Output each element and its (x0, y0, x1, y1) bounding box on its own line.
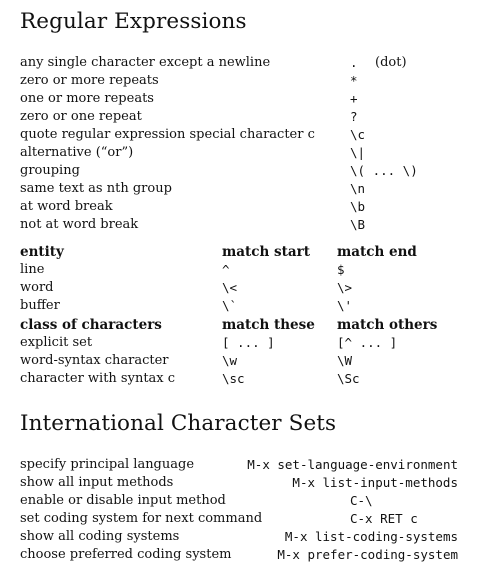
section-title-regular-expressions: Regular Expressions (20, 9, 247, 34)
intl-row (0, 528, 480, 546)
regex-row-description: zero or more repeats (20, 73, 159, 88)
intl-row-command: M-x list-coding-systems (284, 529, 458, 544)
regex-row-description: one or more repeats (20, 91, 154, 106)
intl-row-command: C-x RET c (350, 511, 418, 526)
header-match-start: match start (222, 244, 310, 260)
regex-row-code: \n (350, 181, 366, 196)
class-row-label: explicit set (20, 335, 93, 350)
regex-row-code: . (350, 55, 358, 70)
regex-row-code: * (350, 73, 358, 88)
match-row-start: \` (222, 298, 238, 313)
class-row-others: \Sc (337, 371, 360, 386)
match-table-header (0, 243, 480, 261)
intl-row-description: show all input methods (20, 475, 174, 490)
match-row-start: ^ (222, 262, 230, 277)
header-match-these: match these (222, 317, 315, 333)
intl-row-command: C-\ (350, 493, 373, 508)
intl-row-command: M-x list-input-methods (292, 475, 458, 490)
regex-row (0, 126, 480, 144)
match-row-end: $ (337, 262, 345, 277)
section-title-international-character-sets: International Character Sets (20, 411, 337, 436)
intl-row (0, 474, 480, 492)
regex-row-description: any single character except a newline (20, 55, 271, 70)
class-row-these: \w (222, 353, 238, 368)
intl-row (0, 492, 480, 510)
regex-row-description: not at word break (20, 217, 139, 232)
match-row (0, 297, 480, 315)
regex-row (0, 54, 480, 72)
class-row-label: character with syntax c (20, 371, 176, 386)
intl-row-description: choose preferred coding system (20, 547, 232, 562)
regex-row-note: (dot) (375, 55, 407, 70)
regex-row-description: same text as nth group (20, 181, 172, 196)
regex-row (0, 216, 480, 234)
regex-row-code: \c (350, 127, 366, 142)
header-match-others: match others (337, 317, 438, 333)
match-row-label: line (20, 262, 45, 277)
match-row-label: word (20, 280, 54, 295)
regex-row (0, 198, 480, 216)
header-match-end: match end (337, 244, 417, 260)
header-entity: entity (20, 244, 64, 260)
regex-row (0, 144, 480, 162)
regex-row (0, 72, 480, 90)
regex-row-code: \B (350, 217, 366, 232)
regex-row-code: \| (350, 145, 366, 160)
class-row-label: word-syntax character (20, 353, 169, 368)
class-table-header (0, 316, 480, 334)
match-row-label: buffer (20, 298, 60, 313)
class-row-others: [^ ... ] (337, 335, 398, 350)
intl-row (0, 456, 480, 474)
intl-row (0, 546, 480, 564)
intl-row-description: enable or disable input method (20, 493, 226, 508)
class-row-others: \W (337, 353, 353, 368)
class-row (0, 370, 480, 388)
intl-row-description: set coding system for next command (20, 511, 263, 526)
intl-row (0, 510, 480, 528)
intl-row-description: specify principal language (20, 457, 195, 472)
regex-row-description: grouping (20, 163, 80, 178)
class-row-these: \sc (222, 371, 245, 386)
regex-row-code: ? (350, 109, 358, 124)
regex-row (0, 108, 480, 126)
class-row-these: [ ... ] (222, 335, 275, 350)
match-row (0, 261, 480, 279)
match-row-end: \' (337, 298, 353, 313)
regex-row-description: alternative (“or”) (20, 145, 134, 160)
class-row (0, 352, 480, 370)
regex-row-description: zero or one repeat (20, 109, 142, 124)
regex-row-code: \b (350, 199, 366, 214)
intl-row-command: M-x prefer-coding-system (277, 547, 458, 562)
regex-row (0, 90, 480, 108)
regex-row (0, 180, 480, 198)
regex-row (0, 162, 480, 180)
regex-row-description: at word break (20, 199, 113, 214)
header-class-of-characters: class of characters (20, 317, 162, 333)
regex-row-code: + (350, 91, 358, 106)
intl-row-description: show all coding systems (20, 529, 180, 544)
regex-row-code: \( ... \) (350, 163, 418, 178)
match-row-start: \< (222, 280, 238, 295)
match-row-end: \> (337, 280, 353, 295)
match-row (0, 279, 480, 297)
intl-row-command: M-x set-language-environment (247, 457, 458, 472)
regex-row-description: quote regular expression special character c (20, 127, 315, 142)
class-row (0, 334, 480, 352)
